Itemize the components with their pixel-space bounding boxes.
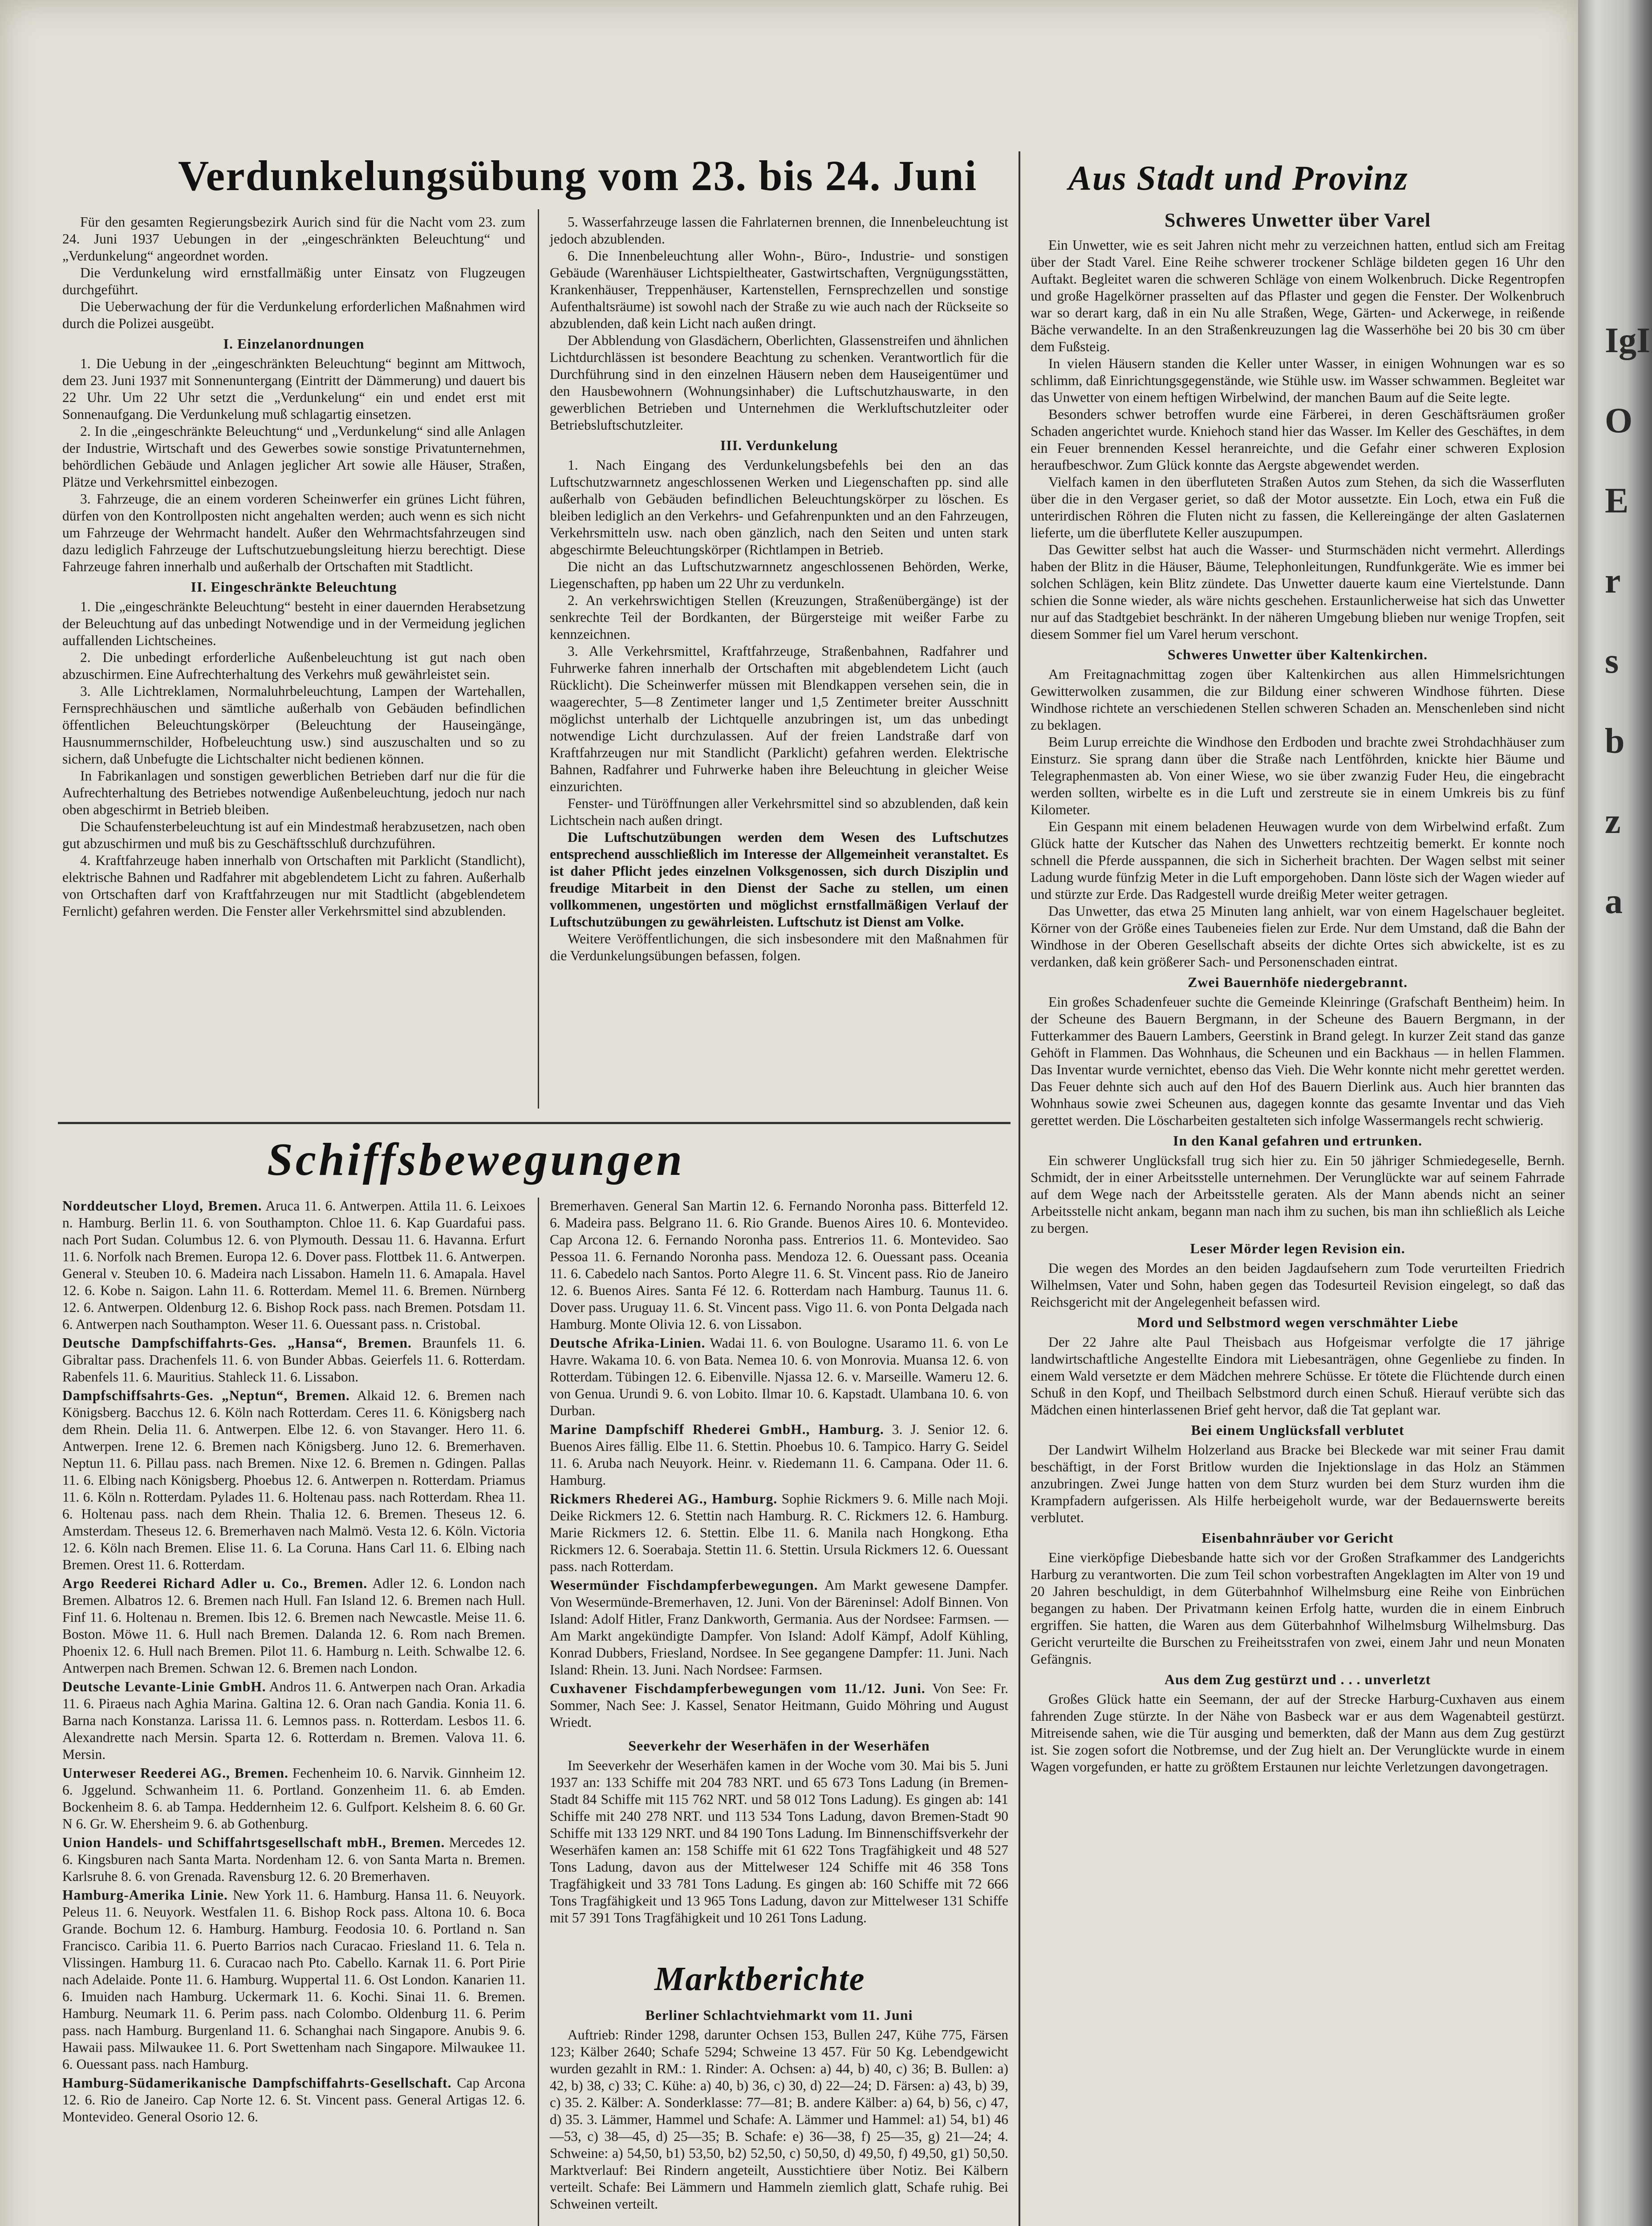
paragraph: Vielfach kamen in den überfluteten Straßen Autos zum Stehen, da sich die Wasserfluten über die in den Vergaser geriet, so daß der Motor aussetzte. Ein Loch, etwa ein Fuß die unterirdischen Röhren die Fluten nicht zu fassen, die Kellereingänge der alten Gaslaternen lieferte, um die überflutete Keller auszupumpen. — [1031, 474, 1565, 540]
paragraph: 2. In die „eingeschränkte Beleuchtung“ und „Verdunkelung“ sind alle Anlagen der Industrie, Wirtschaft und des Gewerbes sowie sonstige Privatunternehmen, behördlichen Gebäude und Anlagen jeglicher Art sowie alle Häuser, Straßen, Plätze und Verkehrsmittel einbezogen. — [62, 423, 525, 490]
paragraph: 3. Fahrzeuge, die an einem vorderen Scheinwerfer ein grünes Licht führen, dürfen von den Kontrollposten nicht angehalten werden; auch wenn es sich nicht um Fahrzeuge der Wehrmacht handelt. Außer den Wehrmachtsfahrzeugen sind dazu lediglich Fahrzeuge der Luftschutzuebungsleitung hierzu berechtigt. Diese Fahrzeuge fahren innerhalb und außerhalb der Ortschaften mit Stadtlicht. — [62, 491, 525, 574]
shipping-entry: Deutsche Levante-Linie GmbH. Andros 11. 6. Antwerpen nach Oran. Arkadia 11. 6. Piraeus nach Aghia Marina. Galtina 12. 6. Oran nach Gandia. Konia 11. 6. Barna nach Konstanza. Larissa 11. 6. Lemnos pass. n. Rotterdam. Lesbos 11. 6. Alexandrette nach Mersin. Sparta 12. 6. Rotterdam n. Bremen. Valova 11. 6. Mersin. — [62, 1679, 526, 1762]
paragraph: Fenster- und Türöffnungen aller Verkehrsmittel sind so abzublenden, daß kein Lichtschein nach außen dringt. — [550, 796, 1008, 828]
paragraph: Der Abblendung von Glasdächern, Oberlichten, Glassenstreifen und ähnlichen Lichtdurchlässen ist besondere Beachtung zu schenken. Verantwortlich für die Durchführung sind in den einzelnen Häusern neben dem Hauseigentümer und den Hausbewohnern (Wohnungsinhaber) die Luftschutzhauswarte, in den gewerblichen Betrieben und Unternehmen die Werkluftschutzleiter oder Betriebsluftschutzleiter. — [550, 333, 1008, 433]
shipping-entry: Deutsche Dampfschiffahrts-Ges. „Hansa“, Bremen. Braunfels 11. 6. Gibraltar pass. Drachenfels 11. 6. von Bunder Abbas. Geierfels 11. 6. Rotterdam. Rabenfels 11. 6. Mauritius. Stahleck 11. 6. Lissabon. — [62, 1335, 525, 1385]
paragraph: Eine vierköpfige Diebesbande hatte sich vor der Großen Strafkammer des Landgerichts Harburg zu verantworten. Die zum Teil schon vorbestraften Angeklagten im Alter von 19 und 20 Jahren beschuldigt, in dem Güterbahnhof Wilhelmsburg eine Reihe von Einbrüchen begangen zu haben. Der Privatmann keinen Erfolg hatte, wurden die in einem Einbruch ergriffen. Sie hatten, die Waren aus dem Güterbahnhof Wilhelmsburg Wilhelmsburg. Das Gericht verurteilte die Burschen zu Freiheitsstrafen von zwei, einem Jahr und neun Monaten Gefängnis. — [1031, 1550, 1565, 1667]
paragraph: Ein Gespann mit einem beladenen Heuwagen wurde von dem Wirbelwind erfaßt. Zum Glück hatte der Kutscher das Nahen des Unwetters rechtzeitig bemerkt. Er konnte noch schnell die Pferde ausspannen, die sich in Sicherheit brachten. Der Wagen selbst mit seiner Ladung wurde fünfzig Meter in die Luft emporgehoben. Dann löste sich der Wagen wieder auf und stürzte zur Erde. Das Radgestell wurde dreißig Meter weiter getragen. — [1031, 819, 1565, 902]
intro-paragraph: Die Ueberwachung der für die Verdunkelung erforderlichen Maßnahmen wird durch die Polizei ausgeübt. — [62, 299, 525, 331]
paragraph: Am Freitagnachmittag zogen über Kaltenkirchen aus allen Himmelsrichtungen Gewitterwolken zusammen, die zur Bildung einer schweren Windhose führten. Diese Windhose richtete an verschiedenen Stellen schweren Schaden an. Menschenleben sind nicht zu beklagen. — [1031, 666, 1565, 733]
article-title: Schweres Unwetter über Kaltenkirchen. — [1168, 646, 1428, 662]
regional-news-column — [1031, 205, 1565, 2226]
paragraph: Das Unwetter, das etwa 25 Minuten lang anhielt, war von einem Hagelschauer begleitet. Körner von der Größe eines Taubeneies fielen zur Erde. Nur dem Umstand, daß die Bahn der Windhose in der Oberen Gesellschaft abseits der dichte Ortes sich abwickelte, ist es zu verdanken, daß kein größerer Sach- und Personenschaden eintrat. — [1031, 903, 1565, 970]
shipping-entry: Cuxhavener Fischdampferbewegungen vom 11./12. Juni. Von See: Fr. Sommer, Nach See: J. Kassel, Senator Heitmann, Guido Möhring und August Wriedt. — [550, 1681, 1008, 1730]
ships-column-1 — [62, 1198, 525, 2226]
paragraph: In vielen Häusern standen die Keller unter Wasser, in einigen Wohnungen war es so schlimm, daß Einrichtungsgegenstände, wie Stühle usw. im Wasser schwammen. Begleitet war das Unwetter von einem heftigen Wirbelwind, der manchen Baum auf die Seite legte. — [1031, 356, 1565, 405]
weser-title: Seeverkehr der Weserhäfen in der Weserhäfen — [628, 1738, 930, 1754]
article-title: Bei einem Unglücksfall verblutet — [1191, 1422, 1404, 1438]
intro-paragraph: Für den gesamten Regierungsbezirk Aurich sind für die Nacht vom 23. zum 24. Juni 1937 Uebungen in der „eingeschränkten Beleuchtung“ und „Verdunkelung“ angeordnet worden. — [62, 214, 525, 264]
article-title: In den Kanal gefahren und ertrunken. — [1173, 1133, 1422, 1149]
column-rule-blackout — [538, 209, 539, 1109]
market-title: Berliner Schlachtviehmarkt vom 11. Juni — [645, 2007, 913, 2023]
section-title: III. Verdunkelung — [720, 437, 838, 453]
article-title: Eisenbahnräuber vor Gericht — [1201, 1530, 1394, 1546]
article-title: Zwei Bauernhöfe niedergebrannt. — [1187, 974, 1408, 990]
paragraph: 3. Alle Lichtreklamen, Normaluhrbeleuchtung, Lampen der Wartehallen, Fernsprechhäuschen und sämtliche außerhalb von Gebäuden befindlichen öffentlichen Beleuchtungskörper (Beleuchtung der Hauseingänge, Hausnummernschilder, Hofbeleuchtung usw.) sind auszuschalten und so zu sichern, daß Unbefugte die Lichtschalter nicht bedienen können. — [62, 683, 525, 767]
shipping-entry: Hamburg-Amerika Linie. New York 11. 6. Hamburg. Hansa 11. 6. Neuyork. Peleus 11. 6. Neuyork. Westfalen 11. 6. Bishop Rock pass. Altona 10. 6. Boca Grande. Bochum 12. 6. Hamburg. Hamburg. Feodosia 10. 6. Portland n. San Francisco. Caribia 11. 6. Puerto Barrios nach Curacao. Friesland 11. 6. Tela n. Vlissingen. Hamburg 11. 6. Curacao nach Pto. Cabello. Karnak 11. 6. Port Pirie nach Adelaide. Ponte 11. 6. Hamburg. Wuppertal 11. 6. Ost London. Kanarien 11. 6. Imuiden nach Hamburg. Uckermark 11. 6. Kochi. Sinai 11. 6. Bremen. Hamburg. Neumark 11. 6. Perim pass. nach Colombo. Oldenburg 11. 6. Perim pass. nach Hamburg. Burgenland 11. 6. Schanghai nach Singapore. Anubis 9. 6. Hawaii pass. Milwaukee 11. 6. Port Swettenham nach Singapore. Milwaukee 11. 6. Ouessant pass. nach Hamburg. — [62, 1887, 525, 2072]
shipping-entry: Norddeutscher Lloyd, Bremen. Aruca 11. 6. Antwerpen. Attila 11. 6. Leixoes n. Hamburg. Berlin 11. 6. von Southampton. Chloe 11. 6. Kap Guardafui pass. nach Port Sudan. Columbus 12. 6. von Plymouth. Dessau 11. 6. Havanna. Erfurt 11. 6. Norfolk nach Bremen. Europa 12. 6. Dover pass. Flottbek 11. 6. Antwerpen. General v. Steuben 10. 6. Madeira nach Lissabon. Hameln 11. 6. Amapala. Havel 12. 6. Kobe n. Saigon. Lahn 11. 6. Rotterdam. Memel 11. 6. Bremen. Nürnberg 12. 6. Antwerpen. Oldenburg 12. 6. Bishop Rock pass. nach Bremen. Potsdam 11. 6. Antwerpen nach Southampton. Weser 11. 6. Ouessant pass. n. Cristobal. — [62, 1198, 525, 1332]
blackout-column-1 — [62, 214, 525, 1104]
paragraph: 1. Die „eingeschränkte Beleuchtung“ besteht in einer dauernden Herabsetzung der Beleuchtung auf das unbedingt Notwendige und in der Vermeidung jeglichen auffallenden Lichtscheines. — [62, 599, 525, 648]
paragraph: 3. Alle Verkehrsmittel, Kraftfahrzeuge, Straßenbahnen, Radfahrer und Fuhrwerke fahren innerhalb der Ortschaften mit abgeblendetem Licht (auch Rücklicht). Die Scheinwerfer müssen mit Blendkappen versehen sein, die in waagerechter, 5—8 Zentimeter langer und 1,5 Zentimeter breiter Ausschnitt möglichst unterhalb der Lichtquelle anzubringen ist, um das unbedingt notwendige Licht durchzulassen. Auf der freien Landstraße darf von Kraftfahrzeugen nur mit Standlicht (Parklicht) gefahren werden. Elektrische Bahnen, Radfahrer und Fuhrwerke haben ihre Beleuchtung in gleicher Weise einzurichten. — [550, 643, 1008, 794]
shipping-entry: Wesermünder Fischdampferbewegungen. Am Markt gewesene Dampfer. Von Wesermünde-Bremerhaven, 12. Juni. Von der Bäreninsel: Adolf Binnen. Von Island: Adolf Hitler, Franz Dankworth, Germania. Aus der Nordsee: Farmsen. — Am Markt angekündigte Dampfer. Von Island: Adolf Kämpf, Adolf Kühling, Konrad Dubbers, Friesland, Nordsee. In See gegangene Dampfer: 11. Juni. Nach Island: Rhein. 13. Juni. Nach Nordsee: Farmsen. — [550, 1577, 1008, 1678]
section-title: II. Eingeschränkte Beleuchtung — [191, 579, 397, 595]
shipping-entry: Deutsche Afrika-Linien. Wadai 11. 6. von Boulogne. Usaramo 11. 6. von Le Havre. Wakama 10. 6. von Bata. Nemea 10. 6. von Monrovia. Muansa 12. 6. von Rotterdam. Tübingen 12. 6. Eibenville. Njassa 12. 6. v. Marseille. Wameru 12. 6. von Genua. Urundi 9. 6. von Lobito. Ilmar 10. 6. Kapstadt. Ulambana 10. 6. von Durban. — [550, 1335, 1008, 1418]
bold-paragraph: Die Luftschutzübungen werden dem Wesen des Luftschutzes entsprechend ausschließlich im Interesse der Allgemeinheit veranstaltet. Es ist daher Pflicht jedes einzelnen Volksgenossen, sich durch Disziplin und freudige Mitarbeit in den Dienst der Sache zu stellen, um einen vollkommenen, ungestörten und möglichst ernstfallmäßigen Verlauf der Luftschutzübungen zu gewährleisten. Luftschutz ist Dienst am Volke. — [550, 829, 1008, 930]
paragraph: Ein schwerer Unglücksfall trug sich hier zu. Ein 50 jähriger Schmiedegeselle, Bernh. Schmidt, der in einer Arbeitsstelle unternehmen. Der Verunglückte war auf seinem Fahrrade auf dem Wege nach der Arbeitsstelle geraten. Als der Mann abends nicht an seiner Arbeitsstelle nicht ankam, begann man nach ihm zu suchen, bis man ihn schließlich als Leiche zu bergen. — [1031, 1153, 1565, 1236]
weser-section — [550, 1734, 1008, 1948]
paragraph: Ein großes Schadenfeuer suchte die Gemeinde Kleinringe (Grafschaft Bentheim) heim. In der Scheune des Bauern Bergmann, in der Scheune des Bauern Bergmann, in der Futterkammer des Bauern Lambers, Geerstink in Brand gelegt. In kurzer Zeit stand das ganze Gehöft in Flammen. Das Wohnhaus, die Scheunen und ein Backhaus — in hellen Flammen. Das Inventar wurde vernichtet, ebenso das Vieh. Die Wehr konnte nicht mehr gerettet werden. Das Feuer dehnte sich auch auf den Hof des Bauern Dierlink aus. Auch hier brannten das Wohnhaus sowie zwei Scheunen aus, dagegen konnte das gesamte Inventar und das Vieh gerettet werden. Die Löscharbeiten gestalteten sich infolge Wassermangels recht schwierig. — [1031, 994, 1565, 1128]
paragraph: Der Landwirt Wilhelm Holzerland aus Bracke bei Bleckede war mit seiner Frau damit beschäftigt, in der Forst Britlow wurden die Injektionslage in das Holz an Stämmen anzubringen. Zwei Junge hatten von dem Sturz wurden bei dem Sturz wurden ihm die Krampfadern aufgerissen. Als Hilfe herbeigeholt wurde, war der Bedauernswerte bereits verblutet. — [1031, 1442, 1565, 1525]
column-rule-ships — [538, 1198, 539, 2226]
shipping-entry: Union Handels- und Schiffahrtsgesellschaft mbH., Bremen. Mercedes 12. 6. Kingsburen nach Santa Marta. Nordenham 12. 6. von Santa Marta n. Bremen. Karlsruhe 8. 6. von Grenada. Ravensburg 12. 6. 20 Bremerhaven. — [62, 1835, 525, 1884]
market-section — [550, 2003, 1008, 2226]
ships-headline: Schiffsbewegungen — [267, 1134, 685, 1185]
adjacent-page-text: IgI O E r s b z a — [1605, 321, 1651, 921]
article-title: Leser Mörder legen Revision ein. — [1190, 1240, 1405, 1256]
paragraph: Der 22 Jahre alte Paul Theisbach aus Hofgeismar verfolgte die 17 jährige landwirtschaftliche Angestellte Eindora mit Liebesanträgen, ohne Gegenliebe zu finden. In einem Wald versetzte er dem Mädchen mehrere Schüsse. Er tötete die Flüchtende durch einen Schuß in den Kopf, und Theilbach Selbstmord durch einen Schuß. Hierauf verübte sich das Mädchen einen hinterlassenen Brief geht hervor, daß die Tat geplant war. — [1031, 1334, 1565, 1418]
shipping-entry: Unterweser Reederei AG., Bremen. Fechenheim 10. 6. Narvik. Ginnheim 12. 6. Jggelund. Schwanheim 11. 6. Portland. Gonzenheim 11. 6. ab Emden. Bockenheim 8. 6. ab Tampa. Heddernheim 12. 6. Gulfport. Kelsheim 8. 6. 60 Gr. N 6. Gr. W. Ehersheim 9. 6. ab Gothenburg. — [62, 1765, 525, 1832]
intro-paragraph: Die Verdunkelung wird ernstfallmäßig unter Einsatz von Flugzeugen durchgeführt. — [62, 265, 525, 297]
blackout-column-2 — [550, 214, 1008, 1109]
paragraph: In Fabrikanlagen und sonstigen gewerblichen Betrieben darf nur die für die Aufrechterhaltung des Betriebes notwendige Außenbeleuchtung, jedoch nur nach oben abgeschirmt in Betrieb bleiben. — [62, 768, 525, 817]
article-title: Mord und Selbstmord wegen verschmähter Liebe — [1137, 1314, 1458, 1330]
paragraph: 2. Die unbedingt erforderliche Außenbeleuchtung ist gut nach oben abzuschirmen. Eine Aufrechterhaltung des Verkehrs muß gewährleistet sein. — [62, 650, 525, 682]
section-title: I. Einzelanordnungen — [223, 336, 365, 352]
paragraph: Die nicht an das Luftschutzwarnnetz angeschlossenen Behörden, Werke, Liegenschaften, pp haben um 22 Uhr zu verdunkeln. — [550, 559, 1008, 591]
weser-text: Im Seeverkehr der Weserhäfen kamen in der Woche vom 30. Mai bis 5. Juni 1937 an: 133 Schiffe mit 204 783 NRT. und 65 673 Tons Ladung (in Bremen-Stadt 84 Schiffe mit 115 762 NRT. und 58 012 Tons Ladung). Es gingen ab: 141 Schiffe mit 240 278 NRT. und 113 534 Tons Ladung, davon Bremen-Stadt 90 Schiffe mit 133 129 NRT. und 84 190 Tons Ladung. Im Binnenschiffsverkehr der Weserhäfen kamen an: 158 Schiffe mit 61 622 Tons Tragfähigkeit und 48 527 Tons Ladung, davon aus der Mittelweser 124 Schiffe mit 46 358 Tons Tragfähigkeit und 33 781 Tons Ladung. Es gingen ab: 160 Schiffe mit 72 666 Tons Tragfähigkeit und 13 965 Tons Ladung, davon zur Mittelweser 131 Schiffe mit 57 391 Tons Tragfähigkeit und 10 261 Tons Ladung. — [550, 1758, 1008, 1925]
paragraph: 5. Wasserfahrzeuge lassen die Fahrlaternen brennen, die Innenbeleuchtung ist jedoch abzublenden. — [550, 214, 1008, 247]
paragraph: Besonders schwer betroffen wurde eine Färberei, in deren Geschäftsräumen großer Schaden angerichtet wurde. Kniehoch stand hier das Wasser. Im Keller des Geschäftes, in dem ein Feuer brennenden Kessel heranreichte, und die Gefahr einer schweren Explosion heraufbeschwor. Zum Glück konnte das Aergste abgewendet werden. — [1031, 406, 1565, 473]
column-rule-right — [1019, 151, 1020, 2226]
market-text: Auftrieb: Rinder 1298, darunter Ochsen 153, Bullen 247, Kühe 775, Färsen 123; Kälber 2640; Schafe 5294; Schweine 13 457. Für 50 Kg. Lebendgewicht wurden gezahlt in RM.: 1. Rinder: A. Ochsen: a) 44, b) 40, c) 36; B. Bullen: a) 42, b) 38, c) 33; C. Kühe: a) 40, b) 36, c) 30, d) 22—24; D. Färsen: a) 43, b) 39, c) 35. 2. Kälber: A. Sonderklasse: 77—81; B. andere Kälber: a) 64, b) 56, c) 47, d) 35. 3. Lämmer, Hammel und Schafe: A. Lämmer und Hammel: a1) 54, b1) 46—53, c) 38—45, d) 25—35; B. Schafe: e) 36—38, f) 25—35, g) 21—24; 4. Schweine: a) 54,50, b1) 53,50, b2) 52,50, c) 50,50, d) 49,50, f) 49,50, g1) 50,50. Marktverlauf: Bei Rindern angeteilt, Ausstichtiere über Notiz. Bei Kälbern verteilt. Schafe: Bei Lämmern und Hammeln ziemlich glatt, Schafe ruhig. Bei Schweinen verteilt. — [550, 2027, 1008, 2212]
shipping-entry: Bremerhaven. General San Martin 12. 6. Fernando Noronha pass. Bitterfeld 12. 6. Madeira pass. Belgrano 11. 6. Rio Grande. Buenos Aires 10. 6. Montevideo. Cap Arcona 12. 6. Fernando Noronha pass. Entrerios 11. 6. Montevideo. Sao Pessoa 11. 6. Fernando Noronha pass. Mendoza 12. 6. Ouessant pass. Oceania 11. 6. Cabedelo nach Santos. Porto Alegre 11. 6. St. Vincent pass. Rio de Janeiro 12. 6. Buenos Aires. Santa Fé 12. 6. Rotterdam nach Hamburg. Taunus 11. 6. Dover pass. Uruguay 11. 6. St. Vincent pass. Vigo 11. 6. von Ponta Delgada nach Hamburg. Monte Olivia 12. 6. von Lissabon. — [550, 1198, 1008, 1332]
ships-column-2 — [550, 1198, 1009, 1730]
shipping-entry: Rickmers Rhederei AG., Hamburg. Sophie Rickmers 9. 6. Mille nach Moji. Deike Rickmers 12. 6. Stettin nach Hamburg. R. C. Rickmers 12. 6. Hamburg. Marie Rickmers 12. 6. Stettin. Elbe 11. 6. Manila nach Hongkong. Etha Rickmers 12. 6. Soerabaja. Stettin 11. 6. Stettin. Ursula Rickmers 12. 6. Ouessant pass. nach Rotterdam. — [550, 1491, 1008, 1574]
storm-title: Schweres Unwetter über Varel — [1165, 209, 1431, 231]
paragraph: Ein Unwetter, wie es seit Jahren nicht mehr zu verzeichnen hatten, entlud sich am Freitag über der Stadt Varel. Eine Reihe schwerer trockener Schläge bildeten gegen 16 Uhr den Auftakt. Begleitet waren die schweren Schläge von einem Wolkenbruch. Dicke Regentropfen und große Hagelkörner prasselten auf das Pflaster und gegen die Fenster. Der Wolkenbruch war so derart karg, daß in ein Nu alle Straßen, Wege, Gärten- und Ackerwege, in reißende Bäche verwandelte. In an den Straßenkreuzungen lag die Wasserhöhe bei 20 bis 30 cm über dem Fußsteig. — [1031, 237, 1565, 354]
market-headline: Marktberichte — [654, 1960, 865, 1998]
shipping-entry: Argo Reederei Richard Adler u. Co., Bremen. Adler 12. 6. London nach Bremen. Albatros 12. 6. Bremen nach Hull. Fan Island 12. 6. Bremen nach Hull. Finf 11. 6. Holtenau n. Bremen. Ibis 12. 6. Bremen nach Newcastle. Meise 11. 6. Boston. Möwe 11. 6. Hull nach Bremen. Dalanda 12. 6. Rom nach Bremen. Phoenix 12. 6. Hull nach Bremen. Pilot 11. 6. Hamburg n. Leith. Schwalbe 12. 6. Antwerpen nach Bremen. Schwan 12. 6. Bremen nach London. — [62, 1576, 526, 1676]
paragraph: 4. Kraftfahrzeuge haben innerhalb von Ortschaften mit Parklicht (Standlicht), elektrische Bahnen und Radfahrer mit abgeblendetem Licht zu fahren. Außerhalb von Ortschaften darf von Kraftfahrzeugen nur mit Stadtlicht (abgeblendetem Fernlicht) gefahren werden. Die Fenster aller Verkehrsmittel sind abzublenden. — [62, 853, 525, 919]
ships-top-rule — [58, 1122, 1011, 1124]
shipping-entry: Dampfschiffsahrts-Ges. „Neptun“, Bremen. Alkaid 12. 6. Bremen nach Königsberg. Bacchus 12. 6. Köln nach Rotterdam. Ceres 11. 6. Königsberg nach dem Rhein. Delia 11. 6. Antwerpen. Elbe 12. 6. von Stavanger. Hero 11. 6. Antwerpen. Irene 12. 6. Bremen nach Königsberg. Juno 12. 6. Bremerhaven. Neptun 11. 6. Pillau pass. nach Bremen. Nixe 12. 6. Bremen n. Gdingen. Pallas 11. 6. Elbing nach Königsberg. Phoebus 12. 6. Antwerpen n. Rotterdam. Priamus 11. 6. Köln n. Rotterdam. Pylades 11. 6. Holtenau pass. nach Rotterdam. Rhea 11. 6. Holtenau pass. nach dem Rhein. Thalia 12. 6. Bremen. Theseus 12. 6. Amsterdam. Theseus 12. 6. Bremerhaven nach Malmö. Vesta 12. 6. Köln. Victoria 12. 6. Köln nach Bremen. Elise 11. 6. La Coruna. Hans Carl 11. 6. Elbing nach Bremen. Orest 11. 6. Rotterdam. — [62, 1388, 525, 1572]
main-headline: Verdunkelungsübung vom 23. bis 24. Juni — [178, 152, 978, 199]
paragraph: Beim Lurup erreichte die Windhose den Erdboden und brachte zwei Strohdachhäuser zum Einsturz. Sie sprang dann über die Straße nach Lentföhrden, knickte hier Bäume und Telegraphenmasten ab. Von einer Wiese, wo sie über zwanzig Fuder Heu, die eingebracht werden sollten, wirbelte es in die Luft und zerstreute sie in einem Umkreis bis zu fünf Kilometer. — [1031, 734, 1565, 817]
paragraph: Großes Glück hatte ein Seemann, der auf der Strecke Harburg-Cuxhaven aus einem fahrenden Zuge stürzte. In der Nähe von Basbeck war er aus dem Wagenabteil gestürzt. Mitreisende sahen, wie die Tür ausging und bemerkten, daß der Mann aus dem Zug gestürzt ist. Sie zogen sofort die Notbremse, und der Zug hielt an. Der Verunglückte wurde in einem Wagen vorgefunden, er hatte zu größtem Erstaunen nur leichte Verletzungen davongetragen. — [1031, 1691, 1565, 1775]
closing-paragraph: Weitere Veröffentlichungen, die sich insbesondere mit den Maßnahmen für die Verdunkelungsübungen befassen, folgen. — [550, 931, 1008, 963]
paragraph: 1. Nach Eingang des Verdunkelungsbefehls bei den an das Luftschutzwarnnetz angeschlossenen Werken und Liegenschaften pp. sind alle außerhalb von Gebäuden befindlichen Beleuchtungskörper zu löschen. Es bleiben lediglich an den Verkehrs- und Gefahrenpunkten und an den Fahrzeugen, Verkehrsmitteln usw. nach oben gänzlich, nach den Seiten und unten stark abgeschirmte Beleuchtungskörper (Richtlampen in Betrieb. — [550, 457, 1008, 557]
paragraph: 1. Die Uebung in der „eingeschränkten Beleuchtung“ beginnt am Mittwoch, dem 23. Juni 1937 mit Sonnenuntergang (Eintritt der Dämmerung) und dauert bis 22 Uhr. Um 22 Uhr setzt die „Verdunkelung“ ein und endet erst mit Sonnenaufgang. Die Verdunkelung muß schlagartig einsetzen. — [62, 356, 525, 422]
paragraph: Das Gewitter selbst hat auch die Wasser- und Sturmschäden nicht vermehrt. Allerdings haben der Blitz in die Häuser, Bäume, Telephonleitungen, Rundfunkgeräte. Wie es immer bei solchen Schlägen, kein Blitz zündete. Das Unwetter dauerte kaum eine Viertelstunde. Dann schien die Sonne wieder, als wäre nichts geschehen. Erstaunlicherweise hat sich das Unwetter nur auf das Stadtgebiet beschränkt. In der näheren Umgebung blieben nur wenige Tropfen, seit diesem Sommer fiel um Varel herum verschont. — [1031, 542, 1565, 642]
shipping-entry: Marine Dampfschiff Rhederei GmbH., Hamburg. 3. J. Senior 12. 6. Buenos Aires fällig. Elbe 11. 6. Stettin. Phoebus 10. 6. Tampico. Harry G. Seidel 11. 6. Aruba nach Neuyork. Heinr. v. Riedemann 11. 6. Campana. Oder 11. 6. Hamburg. — [550, 1422, 1009, 1488]
shipping-entry: Hamburg-Südamerikanische Dampfschiffahrts-Gesellschaft. Cap Arcona 12. 6. Rio de Janeiro. Cap Norte 12. 6. St. Vincent pass. General Artigas 12. 6. Montevideo. General Osorio 12. 6. — [62, 2075, 525, 2124]
paragraph: Die wegen des Mordes an den beiden Jagdaufsehern zum Tode verurteilten Friedrich Wilhelmsen, Vater und Sohn, haben gegen das Todesurteil Revision eingelegt, so daß das Reichsgericht mit der Angelegenheit befassen wird. — [1031, 1260, 1565, 1310]
right-headline: Aus Stadt und Provinz — [1068, 158, 1408, 197]
paragraph: 2. An verkehrswichtigen Stellen (Kreuzungen, Straßenübergänge) ist der senkrechte Teil der Bordkanten, der Bürgersteige mit weißer Farbe zu kennzeichnen. — [550, 593, 1008, 642]
adjacent-page-edge — [1578, 0, 1652, 2226]
article-title: Aus dem Zug gestürzt und . . . unverletzt — [1164, 1671, 1431, 1687]
paragraph: 6. Die Innenbeleuchtung aller Wohn-, Büro-, Industrie- und sonstigen Gebäude (Warenhäuser Lichtspieltheater, Gastwirtschaften, Vergnügungsstätten, Krankenhäuser, Treppenhäuser, Kartenstellen, Fernsprechzellen und sonstige Aufenthaltsräume) ist sowohl nach der Straße zu wie auch nach der Rückseite so abzublenden, daß kein Licht nach außen dringt. — [550, 248, 1008, 331]
paragraph: Die Schaufensterbeleuchtung ist auf ein Mindestmaß herabzusetzen, nach oben gut abzuschirmen und muß bis zu Geschäftsschluß durchzuführen. — [62, 819, 525, 851]
